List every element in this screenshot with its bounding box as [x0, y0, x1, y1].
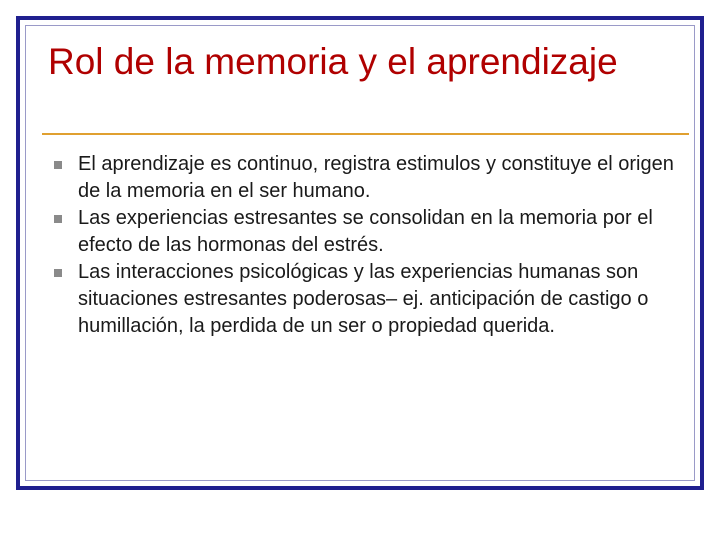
square-bullet-icon — [54, 215, 62, 223]
square-bullet-icon — [54, 161, 62, 169]
slide-title: Rol de la memoria y el aprendizaje — [48, 41, 618, 82]
bullet-text: El aprendizaje es continuo, registra estimulos y constituye el origen de la memoria en el ser humano. — [78, 153, 674, 202]
bullet-item — [54, 259, 674, 340]
square-bullet-icon — [54, 269, 62, 277]
slide-frame — [16, 16, 704, 490]
bullet-text: Las experiencias estresantes se consolidan en la memoria por el efecto de las hormonas del estrés. — [78, 207, 653, 256]
bullet-item — [54, 205, 674, 259]
bullet-text: Las interacciones psicológicas y las experiencias humanas son situaciones estresantes poderosas– ej. anticipación de castigo o humillación, la perdida de un ser o propiedad querida. — [78, 261, 649, 337]
title-divider — [42, 133, 689, 135]
bullet-list — [54, 151, 674, 340]
bullet-item — [54, 151, 674, 205]
